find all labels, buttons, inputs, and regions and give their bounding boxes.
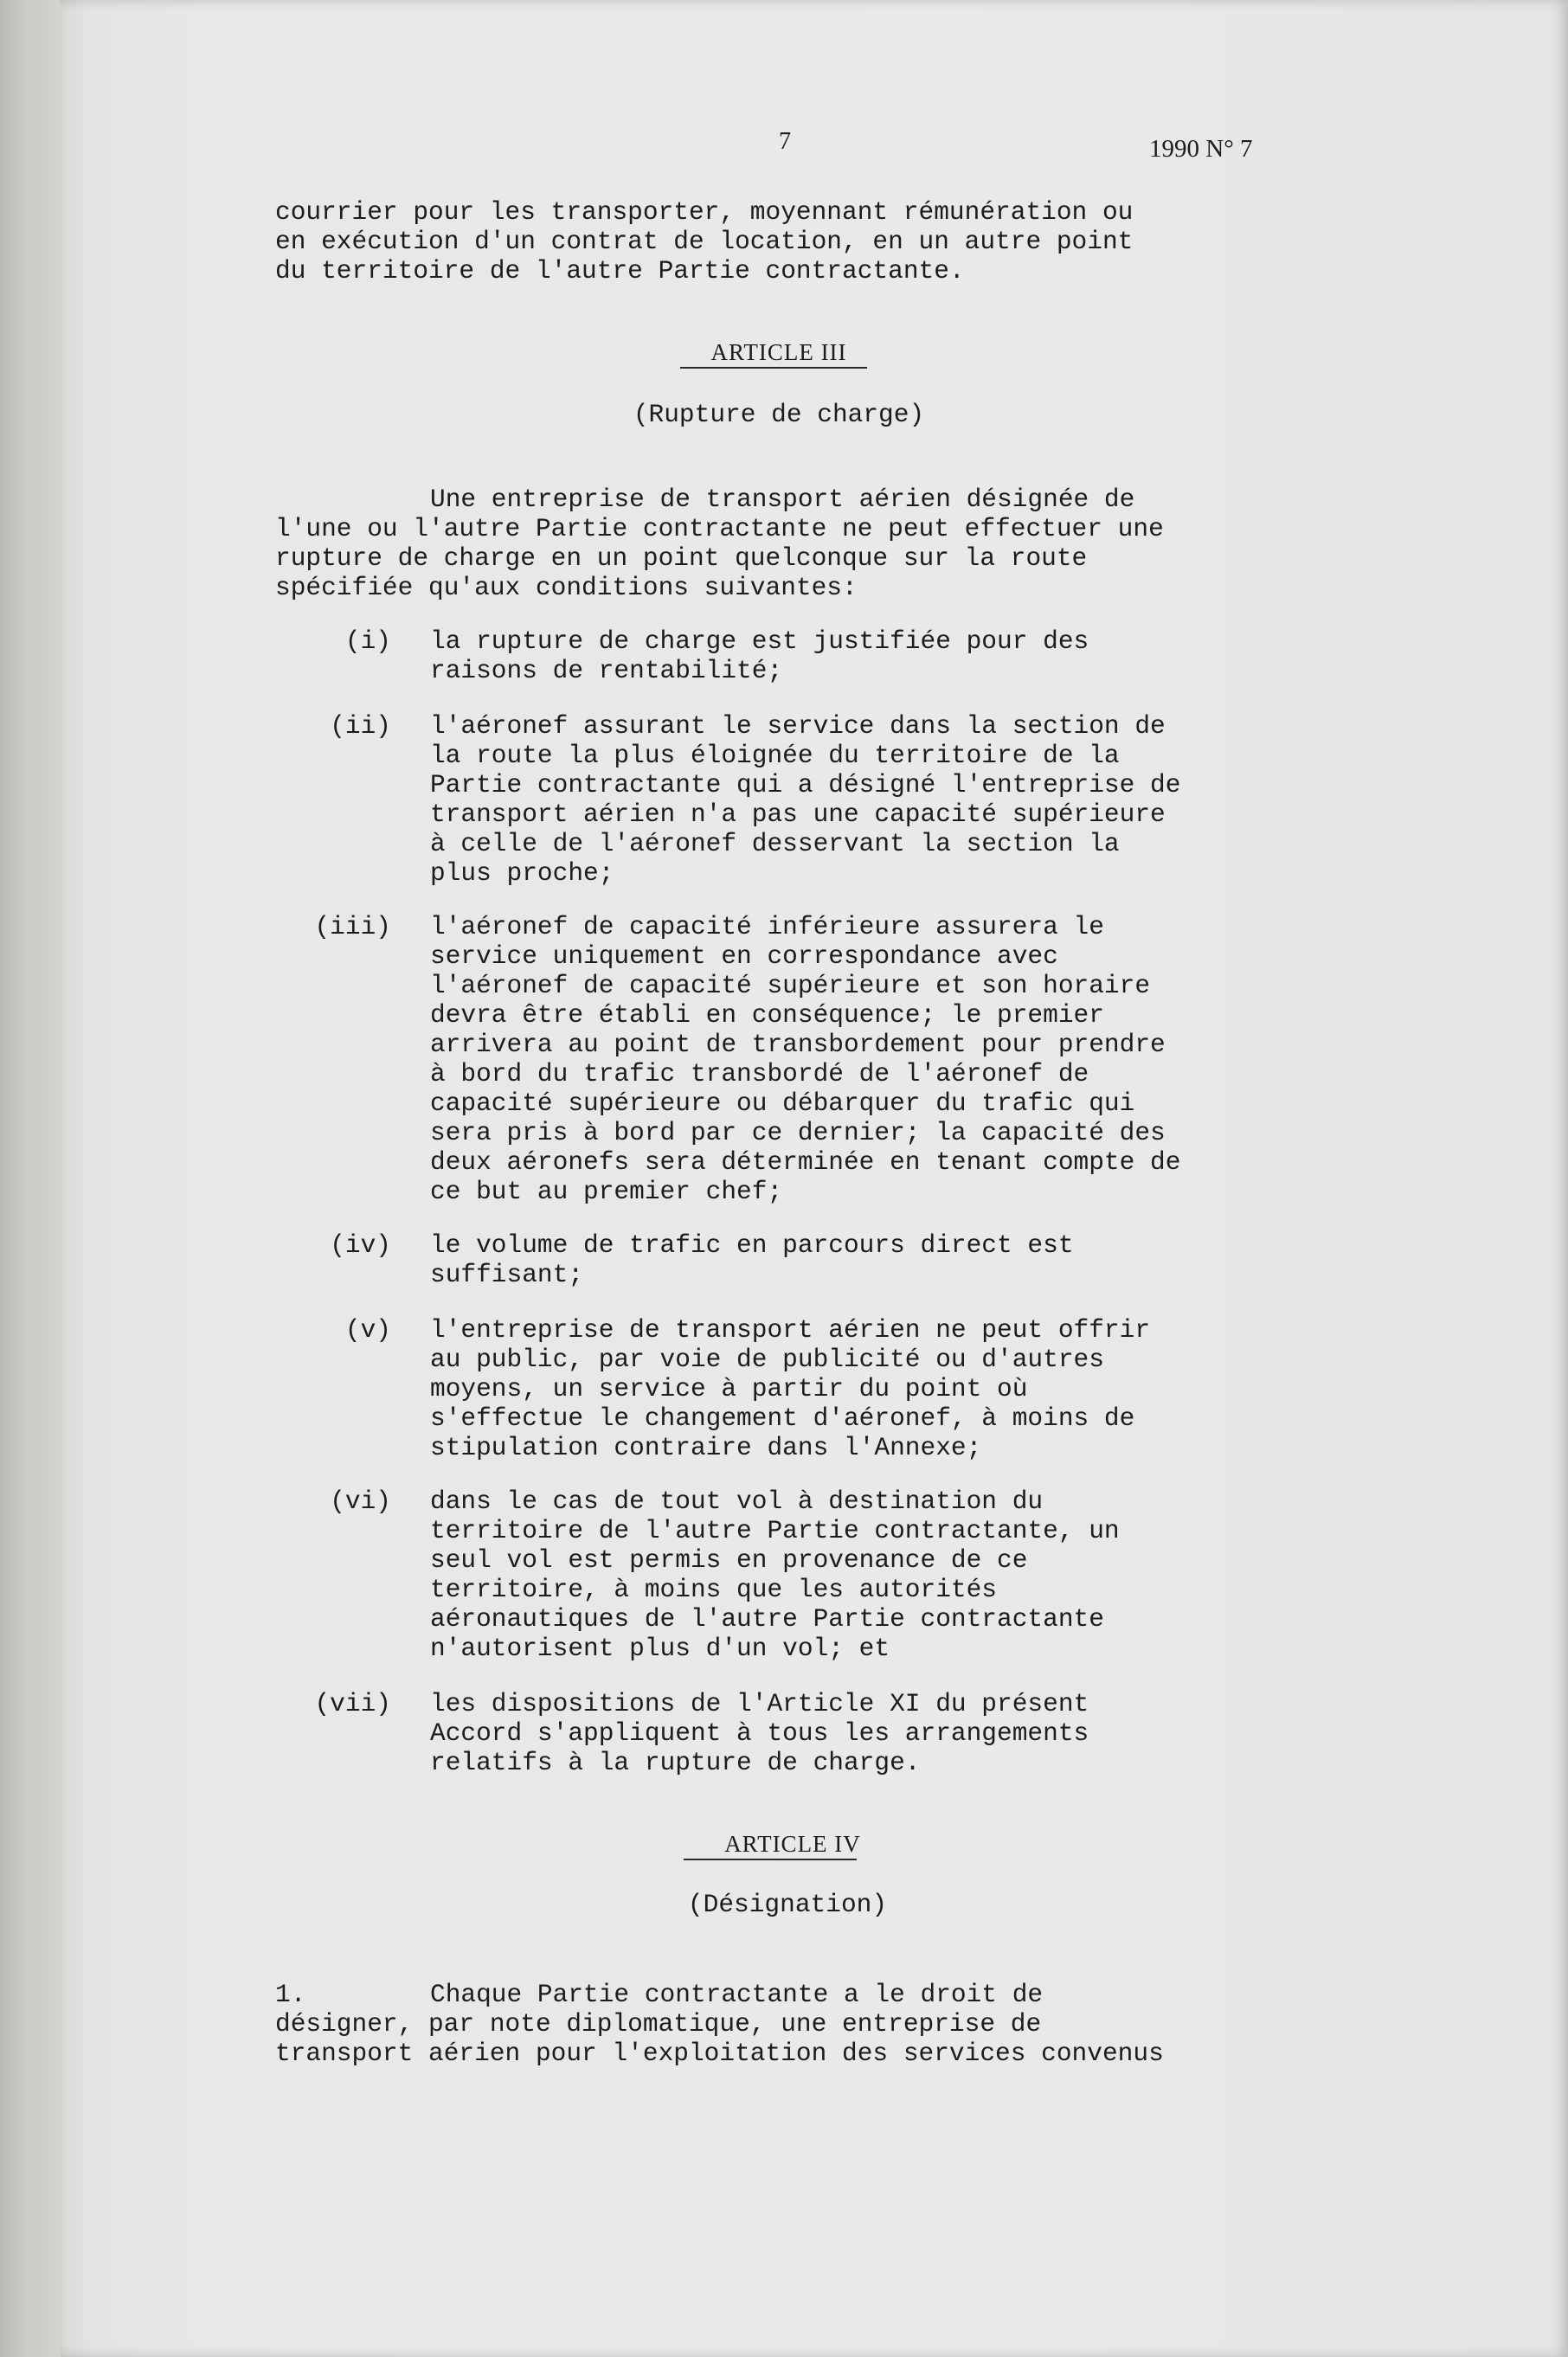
text-line: spécifiée qu'aux conditions suivantes: xyxy=(275,573,858,602)
text-line: la route la plus éloignée du territoire de la xyxy=(430,741,1120,770)
article-3-subtitle: (Rupture de charge) xyxy=(633,400,925,429)
text-line: ce but au premier chef; xyxy=(430,1177,783,1206)
text-line: n'autorisent plus d'un vol; et xyxy=(430,1634,890,1663)
text-line: moyens, un service à partir du point où xyxy=(430,1374,1028,1403)
text-line: l'aéronef de capacité supérieure et son horaire xyxy=(430,971,1151,1000)
text-line: l'aéronef de capacité inférieure assurera le xyxy=(430,912,1104,941)
item-number: (vi) xyxy=(330,1487,391,1516)
article-4-title: ARTICLE IV xyxy=(724,1831,861,1857)
item-number: (iv) xyxy=(330,1230,391,1260)
text-line: Une entreprise de transport aérien désignée de xyxy=(430,485,1135,514)
text-line: du territoire de l'autre Partie contractante. xyxy=(275,256,965,286)
text-line: raisons de rentabilité; xyxy=(430,656,783,685)
text-line: l'une ou l'autre Partie contractante ne peut effectuer une xyxy=(275,514,1164,543)
text-line: à celle de l'aéronef desservant la section la xyxy=(430,829,1120,858)
text-line: au public, par voie de publicité ou d'autres xyxy=(430,1345,1104,1374)
text-line: en exécution d'un contrat de location, en un autre point xyxy=(275,227,1134,256)
text-line: devra être établi en conséquence; le premier xyxy=(430,1000,1104,1030)
text-line: service uniquement en correspondance avec xyxy=(430,941,1058,971)
item-number: (ii) xyxy=(330,711,391,741)
text-line: sera pris à bord par ce dernier; la capacité des xyxy=(430,1118,1166,1147)
text-line: à bord du trafic transbordé de l'aéronef de xyxy=(430,1059,1089,1089)
text-line: stipulation contraire dans l'Annexe; xyxy=(430,1433,982,1462)
text-line: la rupture de charge est justifiée pour des xyxy=(430,626,1089,656)
article-4-title-underline xyxy=(684,1859,857,1860)
item-number: (i) xyxy=(344,626,391,656)
text-line: plus proche; xyxy=(430,858,614,888)
page-number: 7 xyxy=(779,128,791,155)
text-line: l'entreprise de transport aérien ne peut offrir xyxy=(430,1315,1151,1345)
paragraph-number: 1. xyxy=(275,1980,306,2009)
text-line: capacité supérieure ou débarquer du trafic qui xyxy=(430,1089,1135,1118)
document-reference: 1990 N° 7 xyxy=(1149,135,1253,163)
text-line: Partie contractante qui a désigné l'entreprise de xyxy=(430,770,1181,800)
text-line: le volume de trafic en parcours direct est xyxy=(430,1230,1074,1260)
text-line: arrivera au point de transbordement pour prendre xyxy=(430,1030,1166,1059)
item-number: (vii) xyxy=(314,1689,391,1718)
text-line: transport aérien pour l'exploitation des services convenus xyxy=(275,2039,1164,2068)
text-line: s'effectue le changement d'aéronef, à moins de xyxy=(430,1403,1135,1433)
text-line: les dispositions de l'Article XI du présent xyxy=(430,1689,1089,1718)
item-number: (v) xyxy=(344,1315,391,1345)
text-line: courrier pour les transporter, moyennant rémunération ou xyxy=(275,197,1134,227)
article-3-title: ARTICLE III xyxy=(710,339,847,365)
text-line: rupture de charge en un point quelconque sur la route xyxy=(275,543,1088,573)
text-line: Accord s'appliquent à tous les arrangements xyxy=(430,1718,1089,1748)
text-line: seul vol est permis en provenance de ce xyxy=(430,1545,1028,1575)
text-line: Chaque Partie contractante a le droit de xyxy=(430,1980,1044,2009)
text-line: l'aéronef assurant le service dans la section de xyxy=(430,711,1166,741)
text-line: désigner, par note diplomatique, une entreprise de xyxy=(275,2009,1042,2039)
text-line: territoire de l'autre Partie contractante, un xyxy=(430,1516,1120,1545)
text-line: deux aéronefs sera déterminée en tenant compte de xyxy=(430,1147,1181,1177)
text-line: territoire, à moins que les autorités xyxy=(430,1575,998,1604)
text-line: aéronautiques de l'autre Partie contractante xyxy=(430,1604,1104,1634)
text-line: dans le cas de tout vol à destination du xyxy=(430,1487,1044,1516)
text-line: transport aérien n'a pas une capacité supérieure xyxy=(430,800,1166,829)
article-3-title-underline xyxy=(680,367,867,369)
text-line: relatifs à la rupture de charge. xyxy=(430,1748,921,1777)
article-4-subtitle: (Désignation) xyxy=(687,1890,888,1919)
item-number: (iii) xyxy=(314,912,391,941)
text-line: suffisant; xyxy=(430,1260,584,1289)
